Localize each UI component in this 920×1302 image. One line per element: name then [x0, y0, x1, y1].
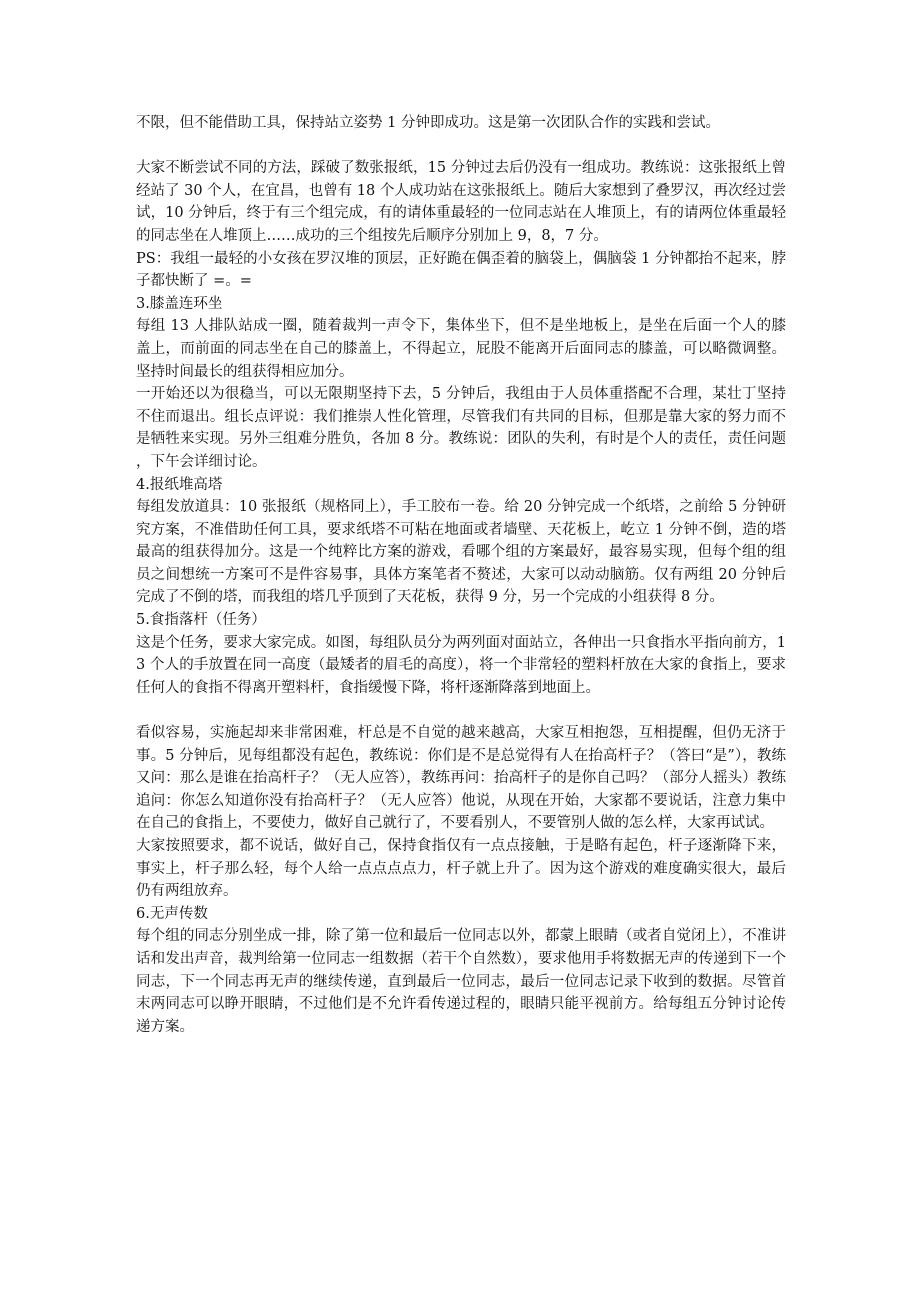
- section-heading: 4.报纸堆高塔: [136, 476, 223, 493]
- paragraph: 看似容易，实施起却来非常困难，杆总是不自觉的越来越高，大家互相抱怨，互相提醒，但仍无济于事。5 分钟后，见每组都没有起色，教练说：你们是不是总觉得有人在抬高杆子？（答曰“是”），教练又问：那么是谁在抬高杆子？（无人应答），教练再问：抬高杆子的是你自己吗？（部分人摇头）教练追问：你怎么知道你没有抬高杆子？（无人应答）他说，从现在开始，大家都不要说话，注意力集中在自己的食指上，不要使力，做好自己就行了，不要看别人，不要管别人做的怎么样，大家再试试。: [136, 725, 786, 832]
- section-heading: 5.食指落杆（任务）: [136, 612, 266, 629]
- paragraph: 大家按照要求，都不说话，做好自己，保持食指仅有一点点接触，于是略有起色，杆子逐渐降下来，事实上，杆子那么轻，每个人给一点点点点力，杆子就上升了。因为这个游戏的难度确实很大，最后仍有两组放弃。: [136, 838, 786, 900]
- document-body: [136, 112, 786, 1038]
- paragraph: 一开始还以为很稳当，可以无限期坚持下去，5 分钟后，我组由于人员体重搭配不合理，某壮丁坚持不住而退出。组长点评说：我们推崇人性化管理，尽管我们有共同的目标，但那是靠大家的努力而不是牺牲来实现。另外三组难分胜负，各加 8 分。教练说：团队的失利，有时是个人的责任，责任问题，下午会详细讨论。: [136, 386, 786, 470]
- section-heading: 3.膝盖连环坐: [136, 295, 223, 312]
- paragraph: 这是个任务，要求大家完成。如图，每组队员分为两列面对面站立，各伸出一只食指水平指向前方，13 个人的手放置在同一高度（最矮者的眉毛的高度），将一个非常轻的塑料杆放在大家的食指上，要求任何人的食指不得离开塑料杆，食指缓慢下降，将杆逐渐降落到地面上。: [136, 634, 786, 696]
- paragraph: 每组 13 人排队站成一圈，随着裁判一声令下，集体坐下，但不是坐地板上，是坐在后面一个人的膝盖上，而前面的同志坐在自己的膝盖上，不得起立，屁股不能离开后面同志的膝盖，可以略微调整。坚持时间最长的组获得相应加分。: [136, 318, 786, 380]
- blank-line: [136, 699, 786, 722]
- section-heading: 6.无声传数: [136, 905, 208, 922]
- paragraph: 每个组的同志分别坐成一排，除了第一位和最后一位同志以外，都蒙上眼睛（或者自觉闭上），不准讲话和发出声音，裁判给第一位同志一组数据（若干个自然数），要求他用手将数据无声的传递到下一个同志，下一个同志再无声的继续传递，直到最后一位同志，最后一位同志记录下收到的数据。尽管首末两同志可以睁开眼睛，不过他们是不允许看传递过程的，眼睛只能平视前方。给每组五分钟讨论传递方案。: [136, 928, 786, 1035]
- paragraph: 每组发放道具：10 张报纸（规格同上），手工胶布一卷。给 20 分钟完成一个纸塔，之前给 5 分钟研究方案，不准借助任何工具，要求纸塔不可粘在地面或者墙壁、天花板上，屹立 1 分钟不倒，造的塔最高的组获得加分。这是一个纯粹比方案的游戏，看哪个组的方案最好，最容易实现，但每个组的组员之间想统一方案可不是件容易事，具体方案笔者不赘述，大家可以动动脑筋。仅有两组 20 分钟后完成了不倒的塔，而我组的塔几乎顶到了天花板，获得 9 分，另一个完成的小组获得 8 分。: [136, 499, 786, 606]
- ps-note: PS：我组一最轻的小女孩在罗汉堆的顶层，正好跪在偶歪着的脑袋上，偶脑袋 1 分钟都抬不起来，脖子都快断了 =。=: [136, 250, 786, 290]
- paragraph: 大家不断尝试不同的方法，踩破了数张报纸，15 分钟过去后仍没有一组成功。教练说：这张报纸上曾经站了 30 个人，在宜昌，也曾有 18 个人成功站在这张报纸上。随后大家想到了叠罗汉，再次经过尝试，10 分钟后，终于有三个组完成，有的请体重最轻的一位同志站在人堆顶上，有的请两位体重最轻的同志坐在人堆顶上……成功的三个组按先后顺序分别加上 9，8，7 分。: [136, 160, 786, 244]
- blank-line: [136, 135, 786, 158]
- paragraph: 不限，但不能借助工具，保持站立姿势 1 分钟即成功。这是第一次团队合作的实践和尝试。: [136, 115, 720, 131]
